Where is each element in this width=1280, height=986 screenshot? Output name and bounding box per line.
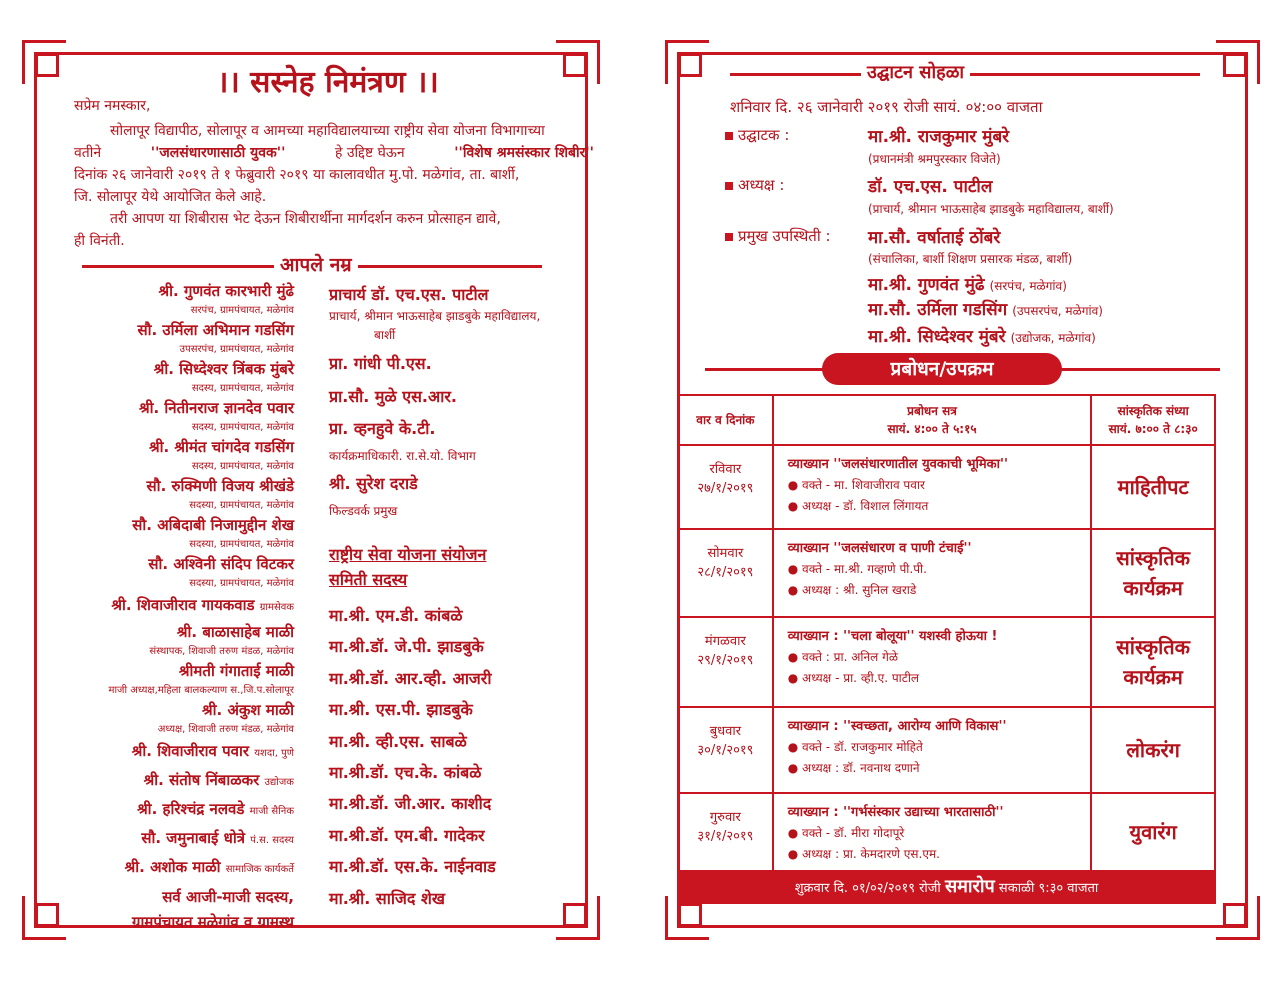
right-frame-corner-br [1216, 896, 1260, 940]
footer-post: सकाळी ९:३० वाजता [998, 881, 1099, 896]
committee-member: मा.श्री.डॉ. एस.के. नाईनवाड [329, 857, 496, 877]
guest1-name: मा.सौ. वर्षाताई ठोंबरे [868, 228, 1001, 248]
host-name: श्री. गुणवंत कारभारी मुंढे [158, 282, 294, 300]
culture-cell [1091, 445, 1215, 529]
speaker-line: ● वक्ते - डॉ. राजकुमार मोहिते [787, 740, 923, 754]
header-day-date: वार व दिनांक [678, 395, 773, 445]
host-inline-row: सौ. जमुनाबाई धोत्रे पं.स. सदस्य [141, 829, 294, 847]
bullet-square-icon [725, 132, 733, 140]
day-date-cell [678, 707, 773, 793]
lecture-title: व्याख्यान : ''चला बोलूया'' यशस्वी होऊया ! [787, 629, 998, 644]
host-inline-row: श्री. संतोष निंबाळकर उद्योजक [143, 771, 294, 789]
inauguration-heading: उद्घाटन सोहळा [861, 60, 970, 84]
day-date-cell [678, 529, 773, 617]
session-cell [773, 529, 1092, 617]
chair-line: ● अध्यक्ष : डॉ. नवनाथ दणाने [787, 761, 920, 775]
staff-name-2: प्रा.सौ. मुळे एस.आर. [329, 387, 457, 406]
host-name: श्री. सिध्देश्वर त्रिंबक मुंबरे [153, 360, 294, 378]
hosts-column [42, 280, 294, 935]
staff-name-4: श्री. सुरेश दराडे [329, 474, 418, 493]
committee-member: मा.श्री.डॉ. एम.बी. गादेकर [329, 825, 485, 845]
guest4-row: मा.श्री. सिध्देश्वर मुंबरे (उद्योजक, मळेगांव) [868, 327, 1096, 347]
invitation-left-panel [22, 40, 600, 940]
culture-cell [1091, 529, 1215, 617]
date-label: ३०/१/२०१९ [697, 743, 754, 758]
committee-list [329, 600, 496, 914]
lecture-title: व्याख्यान : ''स्वच्छता, आरोग्य आणि विकास'' [787, 719, 1007, 734]
staff-desc-3: कार्यक्रमाधिकारी. रा.से.यो. विभाग [329, 449, 476, 463]
bullet-square-icon [725, 233, 733, 241]
culture-cell [1091, 617, 1215, 707]
host-inline-row: श्री. शिवाजीराव पवार यशदा, पुणे [131, 742, 294, 760]
host-desc: सदस्या, ग्रामपंचायत, मळेगांव [189, 500, 294, 511]
president-desc: (प्राचार्य, श्रीमान भाऊसाहेब झाडबुके महाविद्यालय, बार्शी) [868, 202, 1114, 216]
committee-member: मा.श्री.डॉ. एच.के. कांबळे [329, 763, 482, 783]
prabodhan-pill-heading: प्रबोधन/उपक्रम [822, 353, 1062, 385]
table-row [678, 707, 1215, 793]
host-desc: माजी अध्यक्ष,महिला बालकल्याण स.,जि.प.सोलापूर [108, 685, 294, 696]
day-label: बुधवार [709, 724, 742, 739]
speaker-line: ● वक्ते - मा.श्री. गव्हाणे पी.पी. [787, 562, 927, 576]
host-name: सौ. अश्विनी संदिप विटकर [148, 555, 294, 573]
program-right-panel [665, 40, 1260, 940]
culture-line-1: सांस्कृतिक [1116, 635, 1191, 659]
host-name: सौ. रुक्मिणी विजय श्रीखंडे [146, 477, 294, 495]
host-name: श्रीमती गंगाताई माळी [178, 662, 294, 680]
culture-line-2: कार्यक्रम [1123, 576, 1183, 600]
inaugurator-label: उद्घाटक : [725, 124, 789, 146]
session-cell [773, 617, 1092, 707]
left-frame-corner-tl [22, 40, 66, 84]
invitation-title: ।। सस्नेह निमंत्रण ।। [217, 65, 439, 100]
host-name: श्री. नितीनराज ज्ञानदेव पवार [138, 399, 294, 417]
committee-member: मा.श्री.डॉ. जे.पी. झाडबुके [329, 637, 484, 657]
guest1-desc: (संचालिका, बार्शी शिक्षण प्रसारक मंडळ, बार्शी) [868, 252, 1073, 266]
host-name: श्री. बाळासाहेब माळी [176, 623, 294, 641]
lecture-title: व्याख्यान ''जलसंधारण व पाणी टंचाई'' [787, 541, 972, 556]
culture-line-2: कार्यक्रम [1123, 665, 1183, 689]
day-label: मंगळवार [704, 634, 746, 649]
chair-line: ● अध्यक्ष - डॉ. विशाल लिंगायत [787, 499, 929, 513]
culture-cell [1091, 793, 1215, 871]
session-cell [773, 707, 1092, 793]
header-culture: सांस्कृतिक संध्या सायं. ७:०० ते ८:३० [1091, 395, 1215, 445]
session-cell [773, 445, 1092, 529]
bullet-square-icon [725, 182, 733, 190]
para1-line2a: वतीने [74, 145, 102, 161]
host-inline-row: श्री. अशोक माळी सामाजिक कार्यकर्ते [124, 858, 294, 876]
para1-line4: जि. सोलापूर येथे आयोजित केले आहे. [74, 189, 267, 205]
left-frame-corner-tr [556, 40, 600, 84]
lecture-title: व्याख्यान : ''गर्भसंस्कार उद्याच्या भारतासाठी'' [787, 805, 1004, 820]
host-name: श्री. श्रीमंत चांगदेव गडसिंग [149, 438, 294, 456]
culture-line-1: सांस्कृतिक [1116, 546, 1191, 570]
committee-title-2: समिती सदस्य [329, 570, 408, 589]
host-name: श्री. अंकुश माळी [202, 701, 294, 719]
culture-line-1: माहितीपट [1117, 475, 1189, 499]
host-inline-row: श्री. हरिश्चंद्र नलवडे माजी सैनिक [137, 800, 294, 818]
committee-title-1: राष्ट्रीय सेवा योजना संयोजन [329, 545, 487, 564]
table-row [678, 793, 1215, 871]
day-date-cell [678, 445, 773, 529]
guest3-row: मा.सौ. उर्मिला गडसिंग (उपसरपंच, मळेगांव) [868, 300, 1103, 320]
host-desc: सदस्या, ग्रामपंचायत, मळेगांव [189, 539, 294, 550]
section-heading-apale-namra: आपले नम्र [274, 251, 358, 277]
para1-line1: सोलापूर विद्यापीठ, सोलापूर व आमच्या महाविद्यालयाच्या राष्ट्रीय सेवा योजना विभागाच्या [110, 123, 545, 139]
host-desc: सदस्य, ग्रामपंचायत, मळेगांव [191, 422, 294, 433]
host-desc: संस्थापक, शिवाजी तरुण मंडळ, मळेगांव [149, 646, 294, 657]
footer-pre: शुक्रवार दि. ०१/०२/२०१९ रोजी [794, 881, 941, 896]
closing-line-1: सर्व आजी-माजी सदस्य, [162, 888, 294, 906]
host-name: सौ. उर्मिला अभिमान गडसिंग [137, 321, 294, 339]
committee-member: मा.श्री. एस.पी. झाडबुके [329, 700, 473, 720]
staff-desc-4: फिल्डवर्क प्रमुख [329, 504, 398, 518]
staff-name-3: प्रा. व्हनहुवे के.टी. [329, 419, 436, 438]
para1-line3: दिनांक २६ जानेवारी २०१९ ते १ फेब्रुवारी २०१९ या कालावधीत मु.पो. मळेगांव, ता. बार्शी, [74, 167, 520, 183]
speaker-line: ● वक्ते : प्रा. अनिल गेळे [787, 650, 898, 664]
right-frame-corner-tr [1216, 40, 1260, 84]
date-label: २९/१/२०१९ [697, 653, 754, 668]
committee-member: मा.श्री. साजिद शेख [329, 888, 445, 908]
culture-line-1: लोकरंग [1126, 738, 1180, 762]
inaugurator-name: मा.श्री. राजकुमार मुंबरे [868, 127, 1010, 147]
inaugurator-desc: (प्रधानमंत्री श्रमपुरस्कार विजेते) [868, 152, 1001, 166]
date-label: २८/१/२०१९ [697, 565, 754, 580]
culture-cell [1091, 707, 1215, 793]
schedule-header-row [678, 395, 1215, 445]
host-desc: सदस्य, ग्रामपंचायत, मळेगांव [191, 383, 294, 394]
committee-member: मा.श्री. व्ही.एस. साबळे [329, 731, 467, 751]
table-row [678, 617, 1215, 707]
host-desc: सदस्य, ग्रामपंचायत, मळेगांव [191, 461, 294, 472]
staff-name-1: प्रा. गांधी पी.एस. [329, 354, 432, 373]
day-label: रविवार [709, 462, 742, 477]
host-inline-row: श्री. शिवाजीराव गायकवाड ग्रामसेवक [111, 596, 294, 614]
guests-label: प्रमुख उपस्थिती : [725, 225, 831, 247]
para1-line2 [74, 142, 594, 164]
host-desc: अध्यक्ष, शिवाजी तरुण मंडळ, मळेगांव [157, 724, 294, 735]
left-frame-corner-br [556, 896, 600, 940]
committee-member: मा.श्री.डॉ. जी.आर. काशीद [329, 794, 492, 814]
host-desc: सरपंच, ग्रामपंचायत, मळेगांव [190, 305, 294, 316]
closing-line-2: ग्रामपंचायत मळेगांव व ग्रामस्थ [132, 913, 294, 931]
president-name: डॉ. एच.एस. पाटील [868, 177, 993, 197]
para2-line1: तरी आपण या शिबीरास भेट देऊन शिबीरार्थीना मार्गदर्शन करुन प्रोत्साहन द्यावे, [110, 211, 501, 227]
camp-quote: ''विशेष श्रमसंस्कार शिबीर'' [454, 145, 594, 161]
theme-quote: ''जलसंधारणासाठी युवक'' [150, 145, 286, 161]
principal-desc-1: प्राचार्य, श्रीमान भाऊसाहेब झाडबुके महाविद्यालय, [329, 309, 541, 323]
table-row [678, 529, 1215, 617]
culture-line-1: युवारंग [1129, 820, 1177, 844]
principal-desc-2: बार्शी [374, 328, 396, 342]
date-label: २७/१/२०१९ [697, 481, 754, 496]
day-date-cell [678, 793, 773, 871]
chair-line: ● अध्यक्ष : श्री. सुनिल खराडे [787, 583, 917, 597]
inauguration-datetime: शनिवार दि. २६ जानेवारी २०१९ रोजी सायं. ०४:०० वाजता [730, 98, 1043, 116]
speaker-line: ● वक्ते - डॉ. मीरा गोदापूरे [787, 826, 905, 840]
day-date-cell [678, 617, 773, 707]
guest2-row: मा.श्री. गुणवंत मुंढे (सरपंच, मळेगांव) [868, 275, 1067, 295]
committee-member: मा.श्री.डॉ. आर.व्ही. आजरी [329, 668, 492, 688]
chair-line: ● अध्यक्ष - प्रा. व्ही.ए. पाटील [787, 671, 920, 685]
para1-line2b: हे उद्दिष्ट घेऊन [335, 145, 405, 161]
lecture-title: व्याख्यान ''जलसंधारणातील युवकाची भूमिका'' [787, 457, 1008, 472]
header-session: प्रबोधन सत्र सायं. ४:०० ते ५:१५ [773, 395, 1092, 445]
host-desc: सदस्या, ग्रामपंचायत, मळेगांव [189, 578, 294, 589]
closing-ceremony-bar [677, 872, 1216, 904]
greeting: सप्रेम नमस्कार, [74, 98, 151, 114]
footer-samarop: समारोप [944, 876, 995, 897]
date-label: ३१/१/२०१९ [697, 829, 754, 844]
host-name: सौ. अबिदाबी निजामुद्दीन शेख [132, 516, 294, 534]
para2-line2: ही विनंती. [74, 233, 125, 249]
speaker-line: ● वक्ते - मा. शिवाजीराव पवार [787, 478, 925, 492]
president-label: अध्यक्ष : [725, 174, 784, 196]
table-row [678, 445, 1215, 529]
host-desc: उपसरपंच, ग्रामपंचायत, मळेगांव [179, 344, 294, 355]
session-cell [773, 793, 1092, 871]
right-frame-corner-tl [665, 40, 709, 84]
committee-member: मा.श्री. एम.डी. कांबळे [329, 606, 463, 625]
day-label: सोमवार [707, 546, 744, 561]
chair-line: ● अध्यक्ष : प्रा. केमदारणे एस.एम. [787, 847, 940, 861]
principal-name: प्राचार्य डॉ. एच.एस. पाटील [329, 285, 489, 304]
day-label: गुरुवार [709, 810, 741, 825]
schedule-table [677, 394, 1216, 872]
